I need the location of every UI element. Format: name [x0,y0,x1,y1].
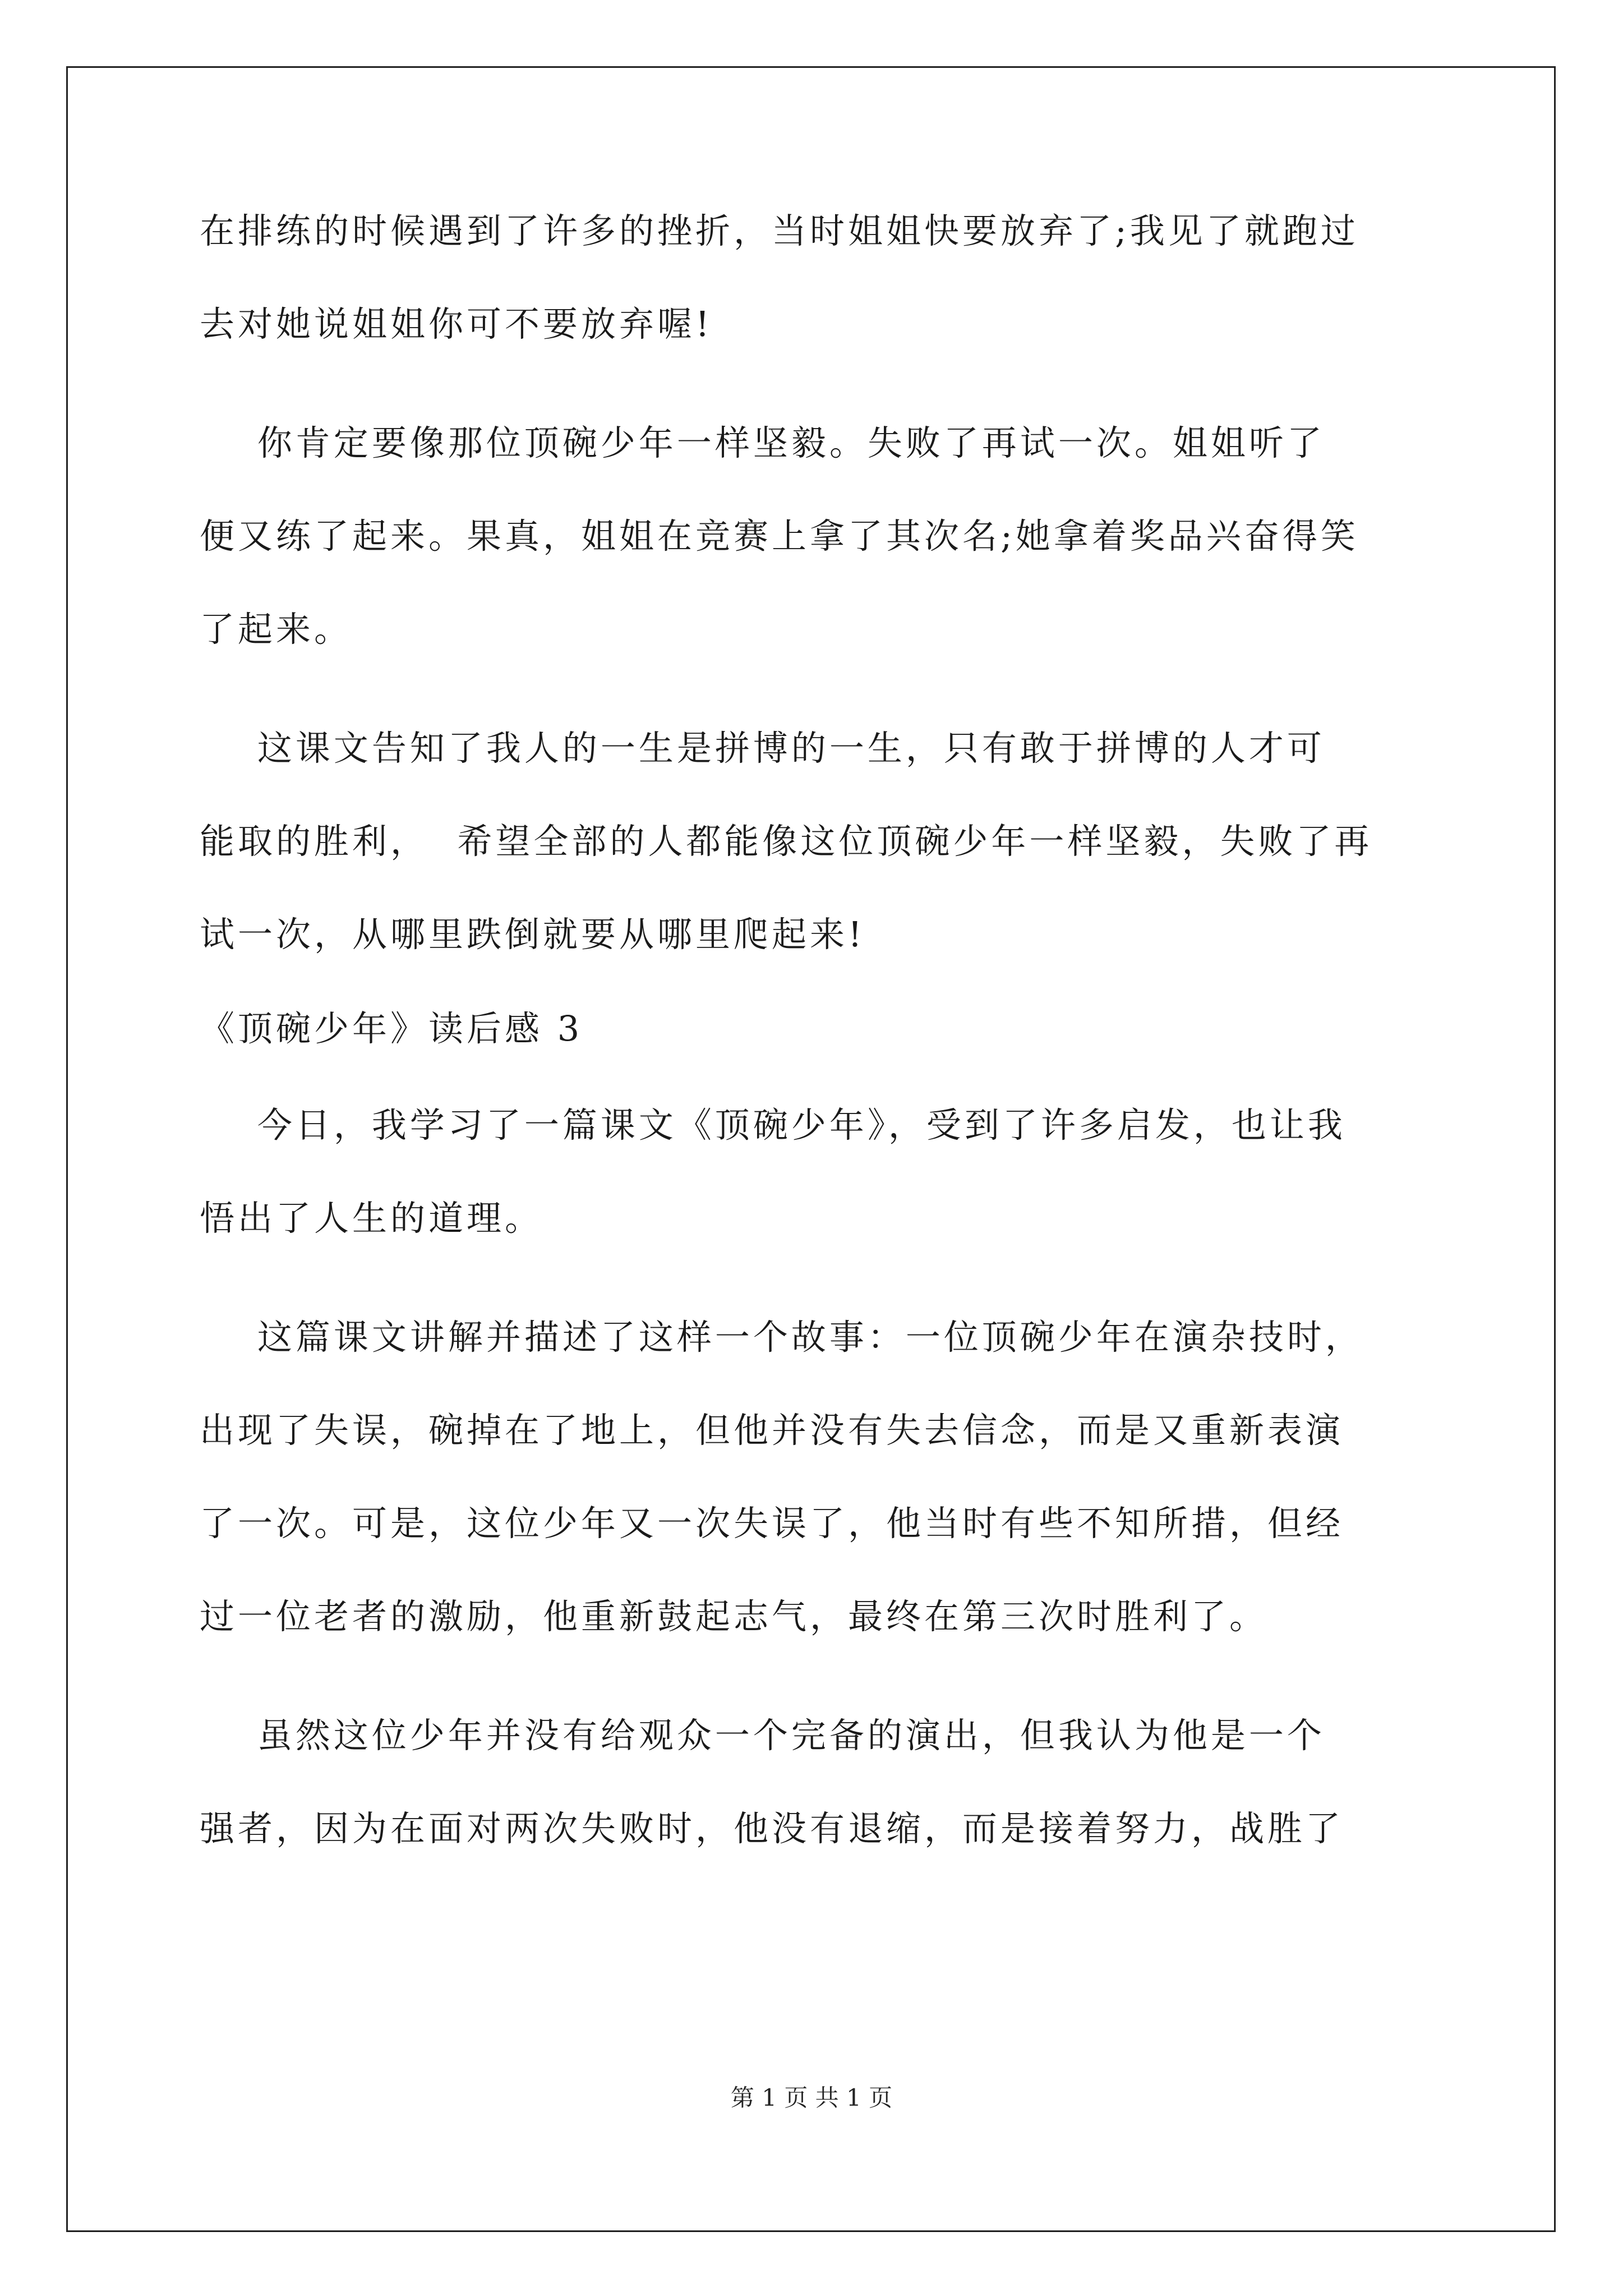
text-line: 了一次。可是，这位少年又一次失误了，他当时有些不知所措，但经 [200,1503,1344,1544]
text-line: 这课文告知了我人的一生是拼博的一生，只有敢于拼博的人才可 [200,728,1325,769]
section-heading: 《顶碗少年》读后感 3 [200,1008,583,1049]
text-line: 试一次，从哪里跌倒就要从哪里爬起来! [200,914,865,955]
text-line: 虽然这位少年并没有给观众一个完备的演出，但我认为他是一个 [200,1715,1325,1756]
text-line: 出现了失误，碗掉在了地上，但他并没有失去信念，而是又重新表演 [200,1410,1344,1451]
text-line: 了起来。 [200,609,353,650]
text-line: 这篇课文讲解并描述了这样一个故事：一位顶碗少年在演杂技时， [200,1317,1363,1358]
text-line: 强者，因为在面对两次失败时，他没有退缩，而是接着努力，战胜了 [200,1808,1344,1849]
text-line: 今日，我学习了一篇课文《顶碗少年》，受到了许多启发，也让我 [200,1105,1346,1145]
text-line: 悟出了人生的道理。 [200,1198,543,1239]
text-line: 在排练的时候遇到了许多的挫折，当时姐姐快要放弃了;我见了就跑过 [200,210,1359,251]
page-frame [66,66,1556,2232]
text-line: 你肯定要像那位顶碗少年一样坚毅。失败了再试一次。姐姐听了 [200,422,1325,463]
text-line: 便又练了起来。果真，姐姐在竞赛上拿了其次名;她拿着奖品兴奋得笑 [200,516,1359,556]
text-line: 过一位老者的激励，他重新鼓起志气，最终在第三次时胜利了。 [200,1596,1268,1637]
text-line: 去对她说姐姐你可不要放弃喔! [200,303,713,344]
text-line: 能取的胜利， 希望全部的人都能像这位顶碗少年一样坚毅，失败了再 [200,821,1373,862]
page-number-footer: 第 1 页 共 1 页 [730,2084,893,2111]
